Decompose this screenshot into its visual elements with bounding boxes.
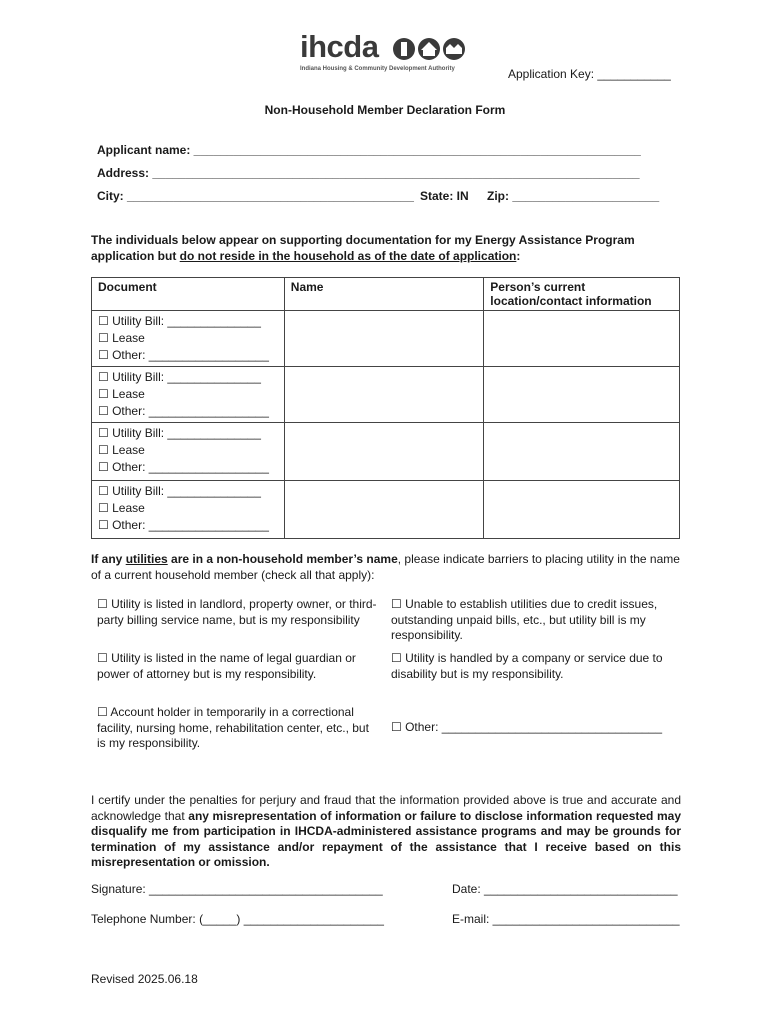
applicant-name-field[interactable]: Applicant name: ___________________________________________________________________ <box>97 143 641 157</box>
intro-underlined: do not reside in the household as of the date of application <box>179 248 517 263</box>
barriers-intro <box>91 552 683 583</box>
barrier-option-other[interactable]: ☐ Other: _________________________________ <box>391 720 663 734</box>
form-title: Non-Household Member Declaration Form <box>264 103 506 117</box>
barriers-bold-1: If any <box>91 552 126 566</box>
contact-cell[interactable] <box>484 423 680 481</box>
application-key: Application Key: ___________ <box>508 67 671 81</box>
contact-cell[interactable] <box>484 481 680 539</box>
document-cell <box>92 481 285 539</box>
city-field[interactable]: City: ___________________________________________ <box>97 189 414 203</box>
date-field[interactable]: Date: _____________________________ <box>452 882 678 896</box>
lease-checkbox[interactable]: ☐ Lease <box>98 501 145 515</box>
other-checkbox[interactable]: ☐ Other: __________________ <box>98 404 269 418</box>
barrier-option-credit[interactable]: ☐ Unable to establish utilities due to credit issues, outstanding unpaid bills, etc., but utility bill is my responsibility. <box>391 597 658 642</box>
intro-text: The individuals below appear on supporting documentation for my Energy Assistance Program application but <box>91 233 635 263</box>
barrier-option-correctional[interactable]: ☐ Account holder in temporarily in a correctional facility, nursing home, rehabilitation center, etc., but is my responsibility. <box>97 705 369 750</box>
contact-cell[interactable] <box>484 367 680 423</box>
barriers-bold-2: are in a non-household member’s name <box>167 552 398 566</box>
header-document: Document <box>92 278 285 311</box>
table-row <box>92 423 680 481</box>
header-name: Name <box>284 278 483 311</box>
logo-icons <box>393 36 473 62</box>
certification-bold: any misrepresentation of information or failure to disclose information requested may disqualify me from participation in IHCDA-administered assistance programs and may be grounds for termination of my assistance and/or repayment of the assistance that I receive based on this misrepresentation or omission. <box>91 808 681 869</box>
document-cell <box>92 367 285 423</box>
document-table <box>91 277 680 539</box>
logo-subtitle: Indiana Housing & Community Development Authority <box>300 66 455 72</box>
contact-cell[interactable] <box>484 311 680 367</box>
name-cell[interactable] <box>284 423 483 481</box>
lease-checkbox[interactable]: ☐ Lease <box>98 443 145 457</box>
barrier-option-disability[interactable]: ☐ Utility is handled by a company or service due to disability but is my responsibility. <box>391 651 663 681</box>
revised-date: Revised 2025.06.18 <box>91 972 198 986</box>
barriers-rest: , please indicate barriers to placing utility in the name of a current household member (check all that apply): <box>91 552 680 582</box>
utility-bill-checkbox[interactable]: ☐ Utility Bill: ______________ <box>98 314 261 328</box>
utility-bill-checkbox[interactable]: ☐ Utility Bill: ______________ <box>98 426 261 440</box>
other-checkbox[interactable]: ☐ Other: __________________ <box>98 348 269 362</box>
name-cell[interactable] <box>284 481 483 539</box>
utility-bill-checkbox[interactable]: ☐ Utility Bill: ______________ <box>98 484 261 498</box>
name-cell[interactable] <box>284 311 483 367</box>
telephone-field[interactable]: Telephone Number: (_____) _____________________ <box>91 912 384 926</box>
utility-bill-checkbox[interactable]: ☐ Utility Bill: ______________ <box>98 370 261 384</box>
ihcda-logo <box>300 30 475 80</box>
document-cell <box>92 311 285 367</box>
email-field[interactable]: E-mail: ____________________________ <box>452 912 680 926</box>
intro-paragraph <box>91 233 681 264</box>
lease-checkbox[interactable]: ☐ Lease <box>98 331 145 345</box>
header-contact: Person’s current location/contact information <box>484 278 680 311</box>
document-cell <box>92 423 285 481</box>
other-checkbox[interactable]: ☐ Other: __________________ <box>98 460 269 474</box>
barrier-option-landlord[interactable]: ☐ Utility is listed in landlord, property owner, or third-party billing service name, but is my responsibility <box>97 597 377 627</box>
logo-wordmark: ihcda <box>300 29 379 64</box>
barrier-option-guardian[interactable]: ☐ Utility is listed in the name of legal guardian or power of attorney but is my responsibility. <box>97 651 356 681</box>
table-row <box>92 367 680 423</box>
state-field: State: IN <box>420 189 469 203</box>
table-row <box>92 311 680 367</box>
signature-field[interactable]: Signature: ___________________________________ <box>91 882 383 896</box>
barriers-underlined: utilities <box>125 552 168 566</box>
other-checkbox[interactable]: ☐ Other: __________________ <box>98 518 269 532</box>
zip-field[interactable]: Zip: ______________________ <box>487 189 660 203</box>
table-header-row <box>92 278 680 311</box>
table-row <box>92 481 680 539</box>
address-field[interactable]: Address: _________________________________________________________________________ <box>97 166 640 180</box>
name-cell[interactable] <box>284 367 483 423</box>
lease-checkbox[interactable]: ☐ Lease <box>98 387 145 401</box>
certification-plain: I certify under the penalties for perjury and fraud that the information provided above is true and accurate and acknowledge that <box>91 793 681 823</box>
intro-colon: : <box>516 248 521 263</box>
certification-paragraph <box>91 793 681 871</box>
